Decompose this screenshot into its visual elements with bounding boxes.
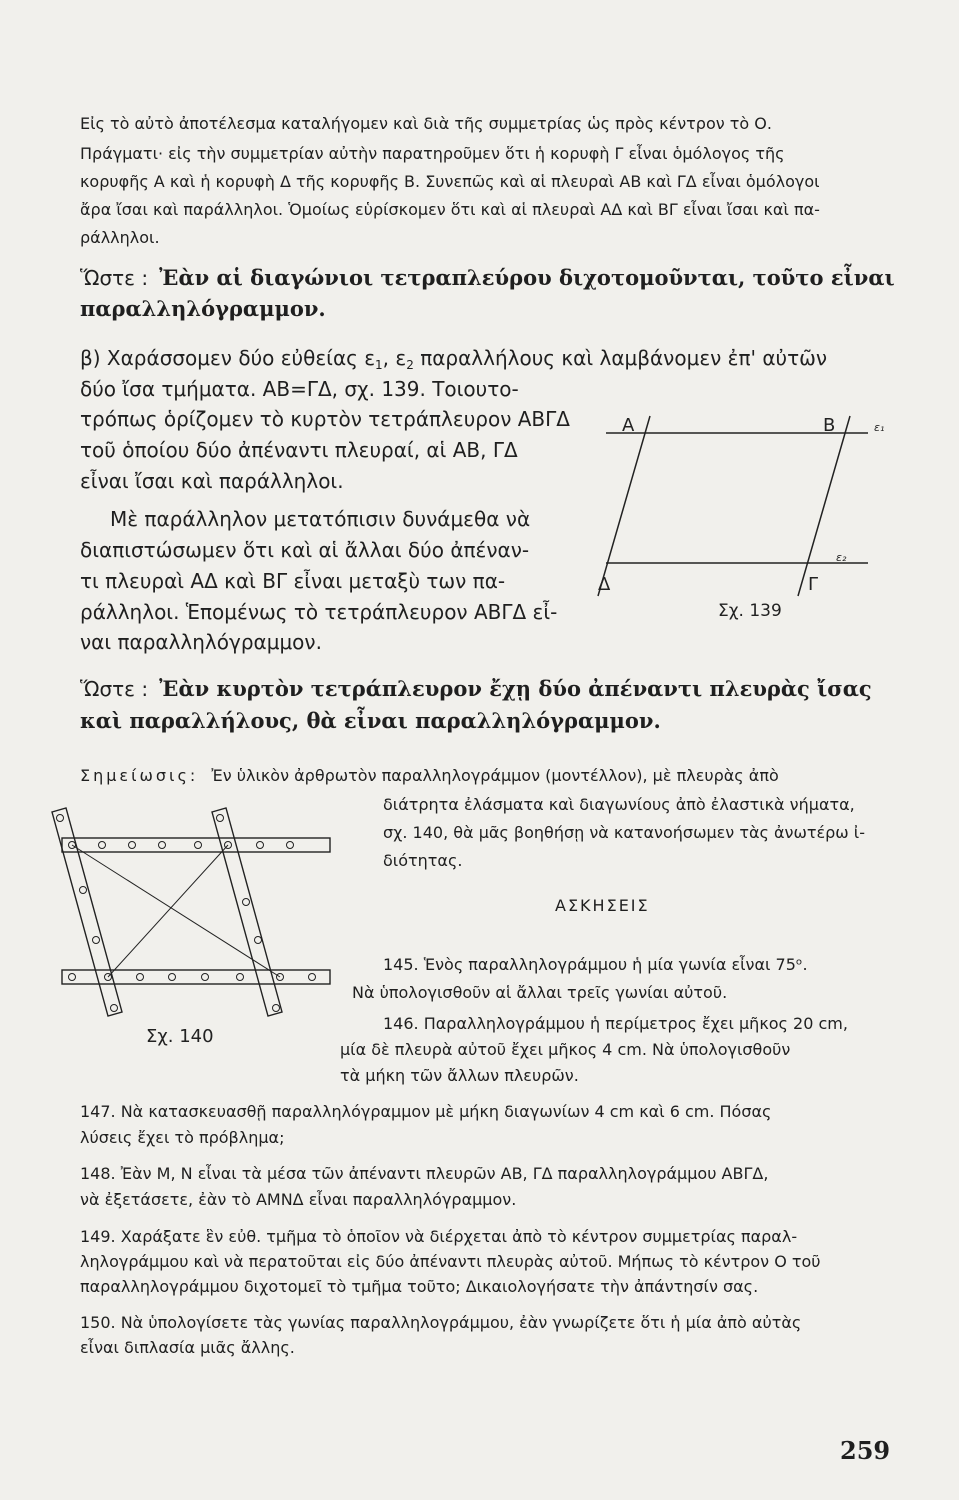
exercise-149: ληλογράμμου καὶ νὰ περατοῦται εἰς δύο ἀπέναντι πλευρὰς αὐτοῦ. Μήπως τὸ κέντρον Ο τοῦ — [80, 1252, 821, 1271]
note-text: Ἐν ὑλικὸν ἀρθρωτὸν παραλληλογράμμον (μοντέλλον), μὲ πλευρὰς ἀπὸ — [211, 766, 779, 785]
top-bar — [62, 838, 330, 852]
part-b-line: τρόπως ὁρίζομεν τὸ κυρτὸν τετράπλευρον ΑΒΓΔ — [80, 407, 570, 431]
bottom-bar — [62, 970, 330, 984]
figure-caption: Σχ. 140 — [146, 1026, 214, 1047]
note-text: διάτρητα ἐλάσματα καὶ διαγωνίους ἀπὸ ἐλαστικὰ νήματα, — [383, 795, 855, 814]
part-b-line: δύο ἴσα τμήματα. ΑΒ=ΓΔ, σχ. 139. Τοιουτο- — [80, 377, 519, 401]
exercise-147: λύσεις ἔχει τὸ πρόβλημα; — [80, 1128, 285, 1147]
intro-line: κορυφῆς Α καὶ ἡ κορυφὴ Δ τῆς κορυφῆς Β. Συνεπῶς καὶ αἱ πλευραὶ ΑΒ καὶ ΓΔ εἶναι ὁμόλογοι — [80, 172, 820, 191]
theorem-prefix: Ὥστε : — [80, 677, 149, 701]
note-label: Σημείωσις: — [80, 766, 199, 785]
side-bg — [798, 416, 850, 596]
figure-caption: Σχ. 139 — [718, 601, 782, 621]
exercise-149: παραλληλογράμμου διχοτομεῖ τὸ τμῆμα τοῦτο; Δικαιολογήσατε τὴν ἀπάντησίν σας. — [80, 1277, 759, 1296]
exercise-145: 145. Ἑνὸς παραλληλογράμμου ἡ μία γωνία εἶναι 75ᵒ. — [383, 955, 808, 974]
note-text: διότητας. — [383, 851, 463, 870]
part-b-line: τοῦ ὁποίου δύο ἀπέναντι πλευραί, αἱ ΑΒ, ΓΔ — [80, 438, 518, 462]
exercise-148: 148. Ἐὰν Μ, Ν εἶναι τὰ μέσα τῶν ἀπέναντι πλευρῶν ΑΒ, ΓΔ παραλληλογράμμου ΑΒΓΔ, — [80, 1164, 769, 1183]
theorem-text: παραλληλόγραμμον. — [80, 296, 326, 321]
theorem-text: Ἐὰν κυρτὸν τετράπλευρον ἔχῃ δύο ἀπέναντι πλευρὰς ἴσας — [159, 676, 872, 701]
note-text: σχ. 140, θὰ μᾶς βοηθήσῃ νὰ κατανοήσωμεν τὰς ἀνωτέρω ἰ- — [383, 823, 865, 842]
part-b-line: ναι παραλληλόγραμμον. — [80, 630, 322, 654]
exercise-150: εἶναι διπλασία μιᾶς ἄλλης. — [80, 1338, 295, 1357]
right-strip — [212, 808, 282, 1016]
exercise-150: 150. Νὰ ὑπολογίσετε τὰς γωνίας παραλληλογράμμου, ἐὰν γνωρίζετε ὅτι ἡ μία ἀπὸ αὐτὰς — [80, 1313, 802, 1332]
intro-line: Πράγματι· εἰς τὴν συμμετρίαν αὐτὴν παρατηροῦμεν ὅτι ἡ κορυφὴ Γ εἶναι ὁμόλογος τῆς — [80, 144, 785, 163]
page-number: 259 — [840, 1436, 891, 1465]
part-b-line: Μὲ παράλληλον μετατόπισιν δυνάμεθα νὰ — [110, 507, 531, 531]
exercise-149: 149. Χαράξατε ἓν εὐθ. τμῆμα τὸ ὁποῖον νὰ διέρχεται ἀπὸ τὸ κέντρον συμμετρίας παραλ- — [80, 1227, 798, 1246]
figure-140 — [50, 790, 350, 1050]
exercises-heading: ΑΣΚΗΣΕΙΣ — [555, 896, 650, 915]
intro-line: ράλληλοι. — [80, 228, 160, 247]
exercise-146: 146. Παραλληλογράμμου ἡ περίμετρος ἔχει μῆκος 20 cm, — [383, 1014, 848, 1033]
part-b-line: β) Χαράσσομεν δύο εὐθείας $\varepsilon_1$, $\varepsilon_2$ παραλλήλους καὶ λαμβάνομεν ἐπ' αὐτῶν — [80, 346, 828, 372]
label-e1: ε₁ — [874, 421, 885, 434]
intro-line: Εἰς τὸ αὐτὸ ἀποτέλεσμα καταλήγομεν καὶ διὰ τῆς συμμετρίας ὡς πρὸς κέντρον τὸ Ο. — [80, 114, 772, 133]
exercise-145: Νὰ ὑπολογισθοῦν αἱ ἄλλαι τρεῖς γωνίαι αὐτοῦ. — [352, 983, 728, 1002]
exercise-146: τὰ μήκη τῶν ἄλλων πλευρῶν. — [340, 1066, 579, 1085]
part-b-line: ράλληλοι. Ἑπομένως τὸ τετράπλευρον ΑΒΓΔ εἶ- — [80, 600, 558, 624]
label-g: Γ — [808, 574, 819, 595]
label-a: Α — [622, 415, 635, 436]
diagonal-1 — [72, 845, 280, 977]
theorem-text: Ἐὰν αἱ διαγώνιοι τετραπλεύρου διχοτομοῦνται, τοῦτο εἶναι — [159, 265, 895, 290]
diagonal-2 — [108, 845, 228, 977]
exercise-146: μία δὲ πλευρὰ αὐτοῦ ἔχει μῆκος 4 cm. Νὰ ὑπολογισθοῦν — [340, 1040, 791, 1059]
intro-line: ἄρα ἴσαι καὶ παράλληλοι. Ὁμοίως εὑρίσκομεν ὅτι καὶ αἱ πλευραὶ ΑΔ καὶ ΒΓ εἶναι ἴσαι καὶ πα- — [80, 200, 820, 219]
part-b-line: διαπιστώσωμεν ὅτι καὶ αἱ ἄλλαι δύο ἀπέναν- — [80, 538, 530, 562]
label-e2: ε₂ — [836, 551, 847, 564]
label-b: Β — [823, 415, 836, 436]
part-b-line: εἶναι ἴσαι καὶ παράλληλοι. — [80, 469, 344, 493]
theorem-text: καὶ παραλλήλους, θὰ εἶναι παραλληλόγραμμον. — [80, 708, 661, 733]
theorem-prefix: Ὥστε : — [80, 266, 149, 290]
figure-139 — [578, 398, 908, 638]
part-b-line: τι πλευραὶ ΑΔ καὶ ΒΓ εἶναι μεταξὺ των πα- — [80, 569, 506, 593]
exercise-147: 147. Νὰ κατασκευασθῇ παραλληλόγραμμον μὲ μήκη διαγωνίων 4 cm καὶ 6 cm. Πόσας — [80, 1102, 772, 1121]
side-ad — [598, 416, 650, 596]
label-d: Δ — [598, 574, 611, 595]
exercise-148: νὰ ἐξετάσετε, ἐὰν τὸ ΑΜΝΔ εἶναι παραλληλόγραμμον. — [80, 1190, 517, 1209]
